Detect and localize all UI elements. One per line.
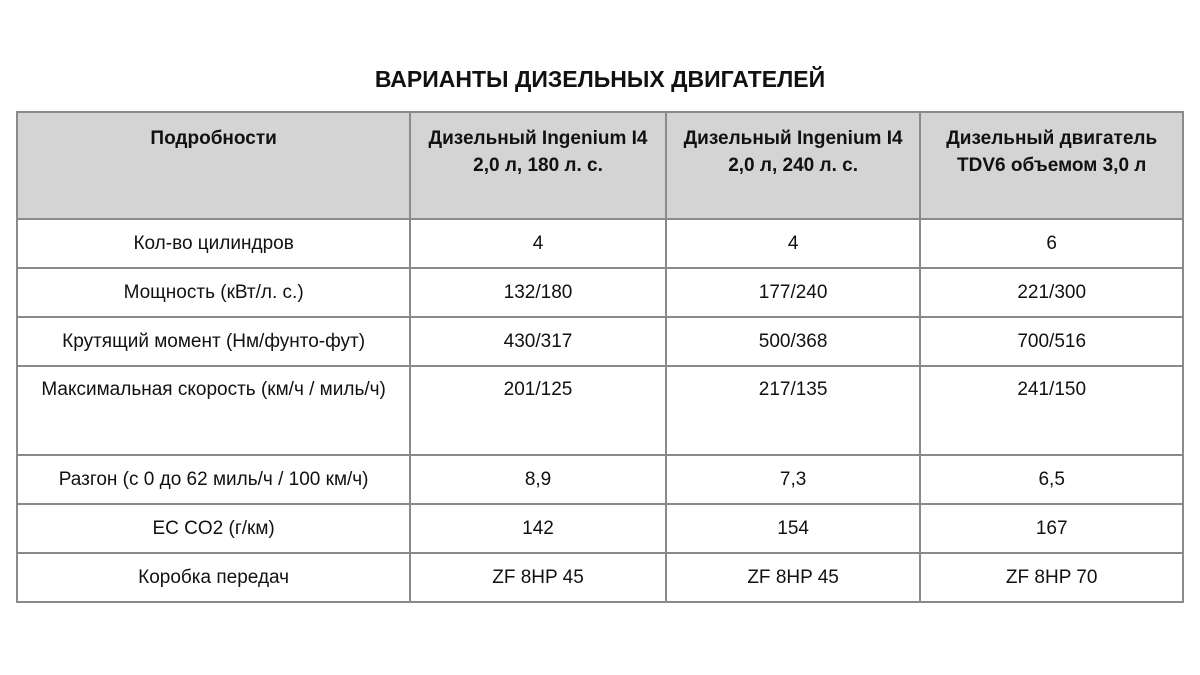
cell-value: 430/317 [410,317,666,366]
cell-value: 4 [666,219,921,268]
row-label: Разгон (с 0 до 62 миль/ч / 100 км/ч) [17,455,410,504]
table-row [17,366,1183,455]
header-ingenium-240: Дизельный Ingenium I4 2,0 л, 240 л. с. [666,112,921,219]
cell-value: ZF 8HP 45 [666,553,921,602]
cell-value: ZF 8HP 70 [920,553,1183,602]
table-row [17,504,1183,553]
cell-value: 217/135 [666,366,921,455]
cell-value: 700/516 [920,317,1183,366]
cell-value: 7,3 [666,455,921,504]
header-ingenium-180: Дизельный Ingenium I4 2,0 л, 180 л. с. [410,112,666,219]
table-row [17,219,1183,268]
cell-value: 4 [410,219,666,268]
cell-value: 177/240 [666,268,921,317]
header-tdv6: Дизельный двигатель TDV6 объемом 3,0 л [920,112,1183,219]
engine-table [16,111,1184,603]
cell-value: 167 [920,504,1183,553]
table-row [17,317,1183,366]
cell-value: 142 [410,504,666,553]
row-label: ЕС CO2 (г/км) [17,504,410,553]
cell-value: 154 [666,504,921,553]
row-label: Мощность (кВт/л. с.) [17,268,410,317]
cell-value: ZF 8HP 45 [410,553,666,602]
row-label: Кол-во цилиндров [17,219,410,268]
table-row [17,455,1183,504]
table-row [17,268,1183,317]
cell-value: 500/368 [666,317,921,366]
cell-value: 6,5 [920,455,1183,504]
page-title: ВАРИАНТЫ ДИЗЕЛЬНЫХ ДВИГАТЕЛЕЙ [374,66,826,92]
header-details: Подробности [17,112,410,219]
cell-value: 221/300 [920,268,1183,317]
table-header-row [17,112,1183,219]
cell-value: 132/180 [410,268,666,317]
row-label: Максимальная скорость (км/ч / миль/ч) [17,366,410,455]
table-row [17,553,1183,602]
row-label: Коробка передач [17,553,410,602]
row-label: Крутящий момент (Нм/фунто-фут) [17,317,410,366]
cell-value: 6 [920,219,1183,268]
cell-value: 201/125 [410,366,666,455]
cell-value: 241/150 [920,366,1183,455]
cell-value: 8,9 [410,455,666,504]
